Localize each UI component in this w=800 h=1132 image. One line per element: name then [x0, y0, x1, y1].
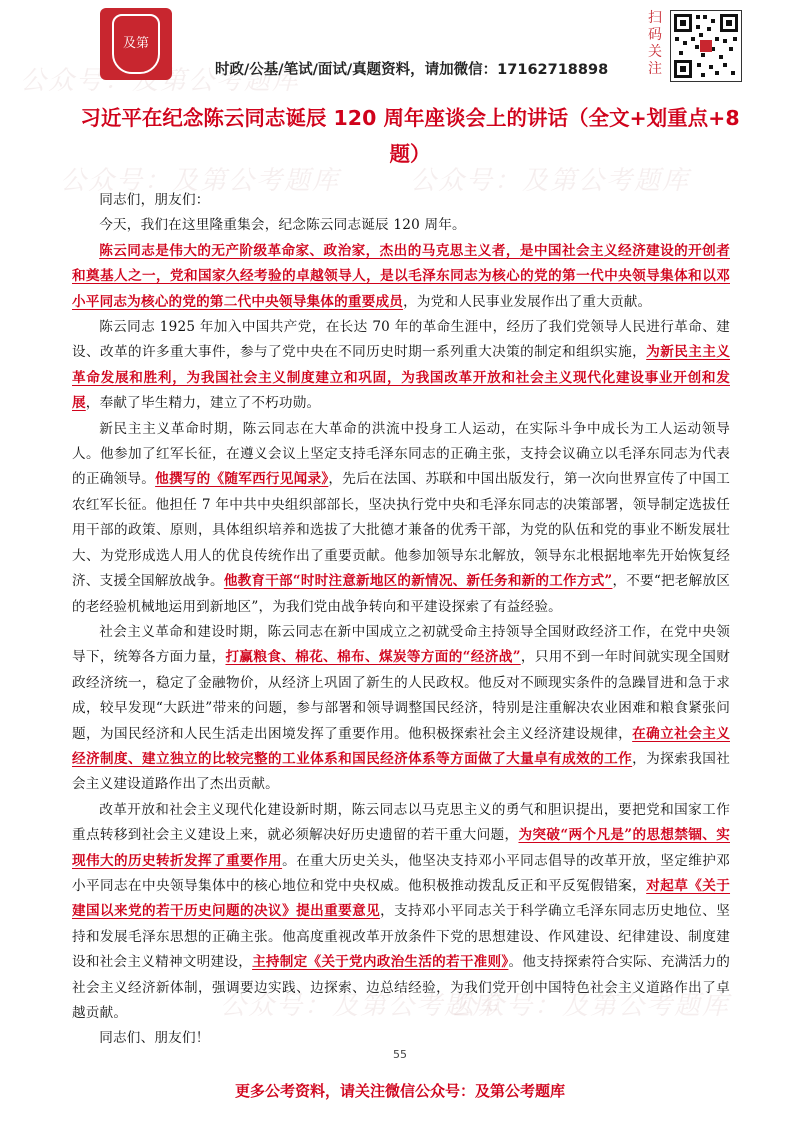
key-point-highlight: 为新民主主义革命发展和胜利，为我国社会主义制度建立和巩固，为我国改革开放和社会主义现代化建设事业开创和发展: [72, 344, 731, 412]
paragraph-text: ，奉献了毕生精力，建立了不朽功勋。: [85, 395, 321, 412]
scan-label: 扫码关注: [648, 10, 662, 77]
watermark: 公众号：及第公考题库: [60, 166, 341, 196]
paragraph: [72, 239, 730, 315]
paragraph-text: 。他支持探索符合实际、充满活力的社会主义经济新体制，强调要边实践、边探索、边总结经验，为我们党开创中国特色社会主义道路作出了卓越贡献。: [72, 954, 730, 1021]
paragraph-text: ，不要“把老解放区的老经验机械地运用到新地区”，为我们党由战争转向和平建设探索了有益经验。: [72, 573, 731, 615]
paragraph-text: ，为探索我国社会主义建设道路作出了杰出贡献。: [72, 750, 730, 793]
paragraph-text: 同志们、朋友们！: [99, 1030, 210, 1047]
paragraph: [72, 620, 730, 798]
watermark: 公众号：及第公考题库: [220, 991, 501, 1021]
paragraph-text: 。在重大历史关头，他坚决支持邓小平同志倡导的改革开放，坚定维护邓小平同志在中央领导集体中的核心地位和党中央权威。他积极推动拨乱反正和平反冤假错案，: [72, 852, 731, 894]
key-point-highlight: 主持制定《关于党内政治生活的若干准则》: [252, 954, 509, 971]
paragraph-text: 新民主主义革命时期，陈云同志在大革命的洪流中投身工人运动，在实际斗争中成长为工人运动领导人。他参加了红军长征，在遵义会议上坚定支持毛泽东同志的正确主张，支持会议确立以毛泽东同志为代表的正确领导。: [72, 420, 730, 488]
paragraph-text: ，只用不到一年时间就实现全国财政经济统一，稳定了金融物价，从经济上巩固了新生的人民政权。他反对不顾现实条件的急躁冒进和急于求成，较早发现“大跃进”带来的问题，参与部署和领导调整国民经济，特别是注重解决农业困难和粮食紧张问题，为国民经济和人民生活走出困境发挥了重要作用。他积极探索社会主义经济建设规律，: [72, 649, 731, 742]
logo-seal: 及第: [112, 14, 160, 74]
key-point-highlight: 在确立社会主义经济制度、建立独立的比较完整的工业体系和国民经济体系等方面做了大量卓有成效的工作: [72, 725, 730, 767]
paragraph: [72, 417, 730, 620]
paragraph-text: 今天，我们在这里隆重集会，纪念陈云同志诞辰 120 周年。: [99, 217, 466, 234]
paragraph: [72, 798, 730, 1027]
key-point-highlight: 他教育干部“时时注意新地区的新情况、新任务和新的工作方式”: [223, 573, 613, 590]
key-point-highlight: 他撰写的《随军西行见闻录》: [155, 471, 329, 488]
document-title: 习近平在纪念陈云同志诞辰 120 周年座谈会上的讲话（全文+划重点+8题）: [80, 106, 740, 166]
paragraph-text: 陈云同志 1925 年加入中国共产党，在长达 70 年的革命生涯中，经历了我们党领导人民进行革命、建设、改革的许多重大事件，参与了党中央在不同历史时期一系列重大决策的制定和组织实施，: [72, 319, 730, 361]
key-point-highlight: 陈云同志是伟大的无产阶级革命家、政治家，杰出的马克思主义者，是中国社会主义经济建设的开创者和奠基人之一，党和国家久经考验的卓越领导人，是以毛泽东同志为核心的党的第一代中央领导集体和以邓小平同志为核心的党的第二代中央领导集体的重要成员: [72, 242, 730, 310]
page-header: [0, 0, 800, 90]
watermark: 公众号：及第公考题库: [450, 991, 731, 1021]
paragraph-text: ，支持邓小平同志关于科学确立毛泽东同志历史地位、坚持和发展毛泽东思想的正确主张。他高度重视改革开放条件下党的思想建设、作风建设、纪律建设、制度建设和社会主义精神文明建设，: [72, 903, 730, 971]
watermark: 公众号：及第公考题库: [410, 166, 691, 196]
paragraph: [72, 188, 730, 213]
footer-promo: 更多公考资料，请关注微信公众号：及第公考题库: [234, 1082, 565, 1100]
watermark: 公众号：及第公考题库: [20, 66, 301, 96]
key-point-highlight: 对起草《关于建国以来党的若干历史问题的决议》提出重要意见: [72, 877, 731, 920]
brand-logo: [100, 8, 172, 80]
paragraph-text: 同志们，朋友们：: [99, 192, 210, 208]
key-point-highlight: 打赢粮食、棉花、棉布、煤炭等方面的“经济战”: [225, 649, 521, 666]
page-number: 55: [393, 1048, 407, 1061]
paragraph-text: ，先后在法国、苏联和中国出版发行，第一次向世界宣传了中国工农红军长征。他担任 7 年中共中央组织部部长，坚决执行党中央和毛泽东同志的决策部署，领导制定选拔任用干部的政策、原则，具体组织培养和选拔了大批德才兼备的优秀干部，为党的队伍和党的事业不断发展壮大、为党形成选人用人的优良传统作出了重要贡献。他参加领导东北解放，领导东北根据地率先开始恢复经济、支援全国解放战争。: [72, 471, 730, 590]
paragraph-text: 改革开放和社会主义现代化建设新时期，陈云同志以马克思主义的勇气和胆识提出，要把党和国家工作重点转移到社会主义建设上来，就必须解决好历史遗留的若干重大问题，: [72, 801, 730, 844]
document-body: [72, 188, 730, 1052]
paragraph-text: 社会主义革命和建设时期，陈云同志在新中国成立之初就受命主持领导全国财政经济工作，在党中央领导下，统筹各方面力量，: [72, 623, 730, 666]
paragraph: [72, 213, 730, 238]
key-point-highlight: 为突破“两个凡是”的思想禁锢、实现伟大的历史转折发挥了重要作用: [72, 827, 730, 869]
paragraph: [72, 315, 730, 417]
promo-text: 时政/公基/笔试/面试/真题资料，请加微信：17162718898: [215, 62, 609, 78]
paragraph-text: ，为党和人民事业发展作出了重大贡献。: [403, 293, 652, 310]
qr-code-icon: [670, 10, 742, 82]
